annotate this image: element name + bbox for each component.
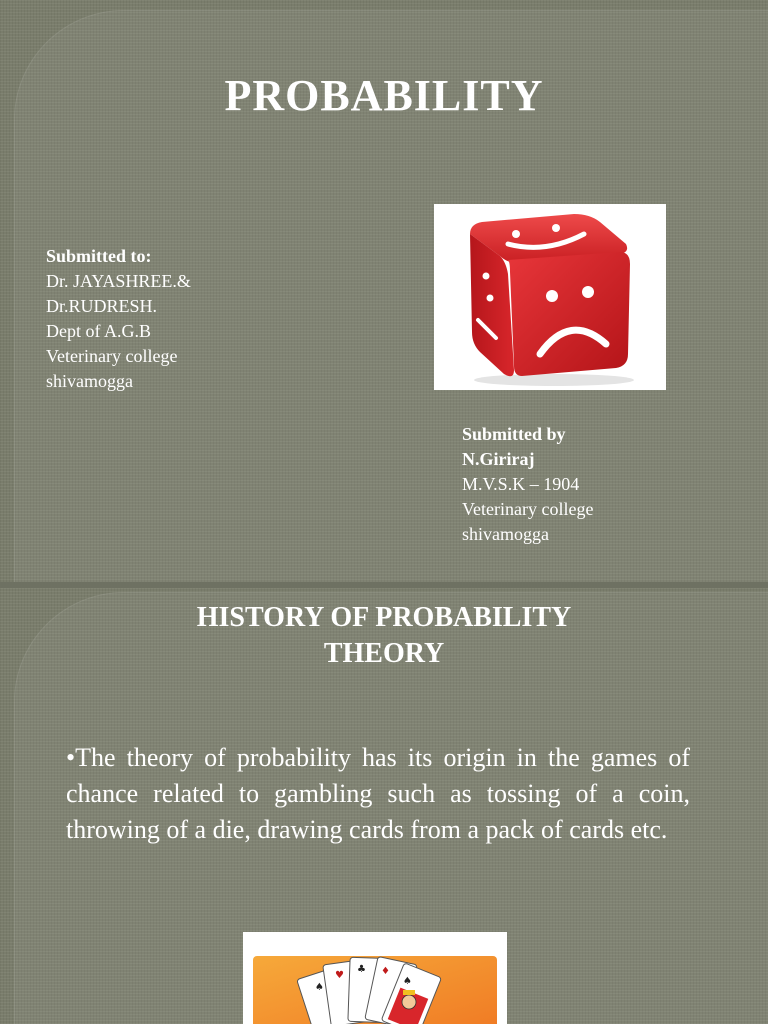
submitted-by-name: N.Giriraj [462,449,535,469]
submitted-by-line: Veterinary college [462,499,594,519]
cards-image [243,932,507,1024]
dice-icon [434,204,666,390]
submitted-to-block [46,244,191,394]
submitted-to-line: Dr. JAYASHREE.& [46,271,191,291]
svg-text:♣: ♣ [357,964,366,975]
submitted-to-line: Dept of A.G.B [46,321,151,341]
slide-2 [0,586,768,1024]
body-paragraph: •The theory of probability has its origin in the games of chance related to gambling such as tossing of a coin, throwing of a die, drawing cards from a pack of cards etc. [66,743,690,844]
submitted-to-line: Dr.RUDRESH. [46,296,158,316]
slide-title-line: HISTORY OF PROBABILITY [196,602,572,633]
svg-text:♠: ♠ [403,976,412,987]
submitted-to-heading: Submitted to: [46,246,152,266]
playing-cards-icon [243,932,507,1024]
submitted-by-heading: Submitted by [462,424,566,444]
dice-image [434,204,666,390]
submitted-to-line: shivamogga [46,371,133,391]
svg-text:♠: ♠ [315,982,324,993]
slide-title: PROBABILITY [224,71,544,120]
slide-title-line: THEORY [323,638,445,669]
svg-text:♦: ♦ [381,966,390,977]
submitted-by-line: shivamogga [462,524,549,544]
submitted-by-line: M.V.S.K – 1904 [462,474,580,494]
slide-title [0,600,768,672]
svg-text:♥: ♥ [335,970,344,981]
submitted-by-block [462,422,593,547]
submitted-to-line: Veterinary college [46,346,178,366]
